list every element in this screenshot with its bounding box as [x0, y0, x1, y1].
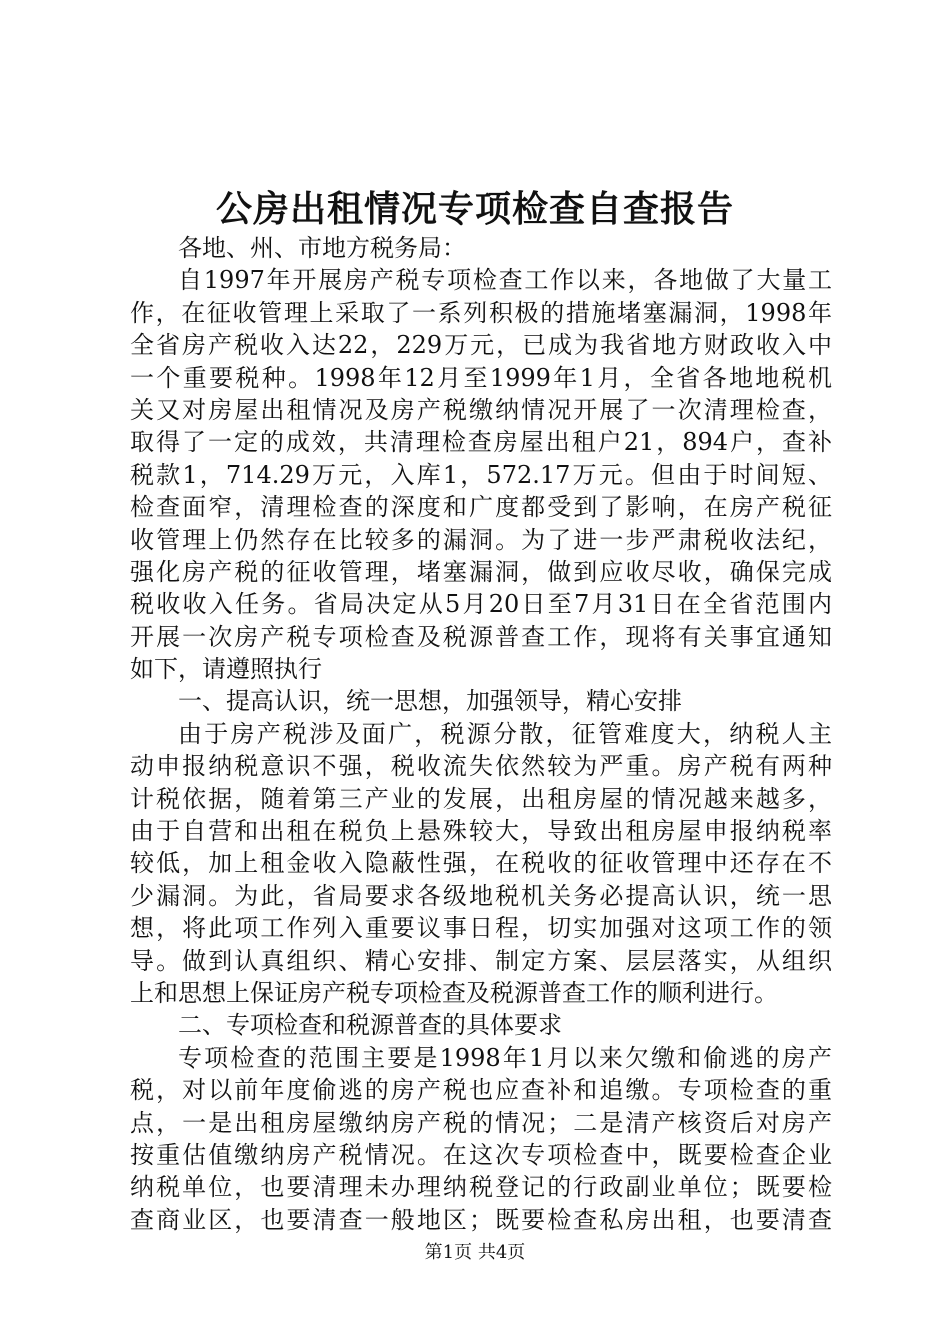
text-line: 税款1，714.29万元，入库1，572.17万元。但由于时间短、	[130, 460, 832, 489]
text-line: 动申报纳税意识不强，税收流失依然较为严重。房产税有两种	[130, 752, 832, 781]
text-line: 税，对以前年度偷逃的房产税也应查补和追缴。专项检查的重	[130, 1076, 832, 1105]
text-line: 如下，请遵照执行	[130, 655, 322, 684]
text-line: 强化房产税的征收管理，堵塞漏洞，做到应收尽收，确保完成	[130, 557, 832, 586]
text-line: 按重估值缴纳房产税情况。在这次专项检查中，既要检查企业	[130, 1140, 832, 1169]
text-line: 作，在征收管理上采取了一系列积极的措施堵塞漏洞，1998年	[130, 298, 832, 327]
text-line: 全省房产税收入达22，229万元，已成为我省地方财政收入中	[130, 331, 832, 360]
text-line: 一个重要税种。1998年12月至1999年1月，全省各地地税机	[130, 363, 832, 392]
text-line: 开展一次房产税专项检查及税源普查工作，现将有关事宜通知	[130, 622, 832, 651]
text-line: 想，将此项工作列入重要议事日程，切实加强对这项工作的领	[130, 914, 832, 943]
text-line: 关又对房屋出租情况及房产税缴纳情况开展了一次清理检查，	[130, 395, 832, 424]
text-line: 导。做到认真组织、精心安排、制定方案、层层落实，从组织	[130, 946, 832, 975]
text-line: 各地、州、市地方税务局：	[178, 234, 466, 262]
text-line: 纳税单位，也要清理未办理纳税登记的行政副业单位；既要检	[130, 1173, 832, 1202]
text-line: 由于房产税涉及面广，税源分散，征管难度大，纳税人主	[178, 719, 832, 748]
page-footer: 第1页 共4页	[424, 1242, 526, 1263]
text-line: 上和思想上保证房产税专项检查及税源普查工作的顺利进行。	[130, 978, 778, 1007]
text-line: 点，一是出租房屋缴纳房产税的情况；二是清产核资后对房产	[130, 1108, 832, 1137]
text-line: 由于自营和出租在税负上悬殊较大，导致出租房屋申报纳税率	[130, 817, 832, 846]
text-line: 计税依据，随着第三产业的发展，出租房屋的情况越来越多，	[130, 784, 832, 813]
text-line: 取得了一定的成效，共清理检查房屋出租户21，894户，查补	[130, 428, 832, 457]
text-line: 专项检查的范围主要是1998年1月以来欠缴和偷逃的房产	[178, 1043, 832, 1072]
document-body	[130, 232, 832, 1236]
text-line: 收管理上仍然存在比较多的漏洞。为了进一步严肃税收法纪，	[130, 525, 832, 554]
text-line: 少漏洞。为此，省局要求各级地税机关务必提高认识，统一思	[130, 881, 832, 910]
text-line: 较低，加上租金收入隐蔽性强，在税收的征收管理中还存在不	[130, 849, 832, 878]
document-title: 公房出租情况专项检查自查报告	[215, 188, 734, 230]
text-line: 检查面窄，清理检查的深度和广度都受到了影响，在房产税征	[130, 493, 832, 522]
text-line: 自1997年开展房产税专项检查工作以来，各地做了大量工	[178, 266, 832, 295]
text-line: 税收收入任务。省局决定从5月20日至7月31日在全省范围内	[130, 590, 832, 619]
text-line: 二、专项检查和税源普查的具体要求	[178, 1011, 562, 1040]
text-line: 一、提高认识，统一思想，加强领导，精心安排	[178, 687, 682, 716]
text-line: 查商业区，也要清查一般地区；既要检查私房出租，也要清查	[130, 1205, 832, 1234]
